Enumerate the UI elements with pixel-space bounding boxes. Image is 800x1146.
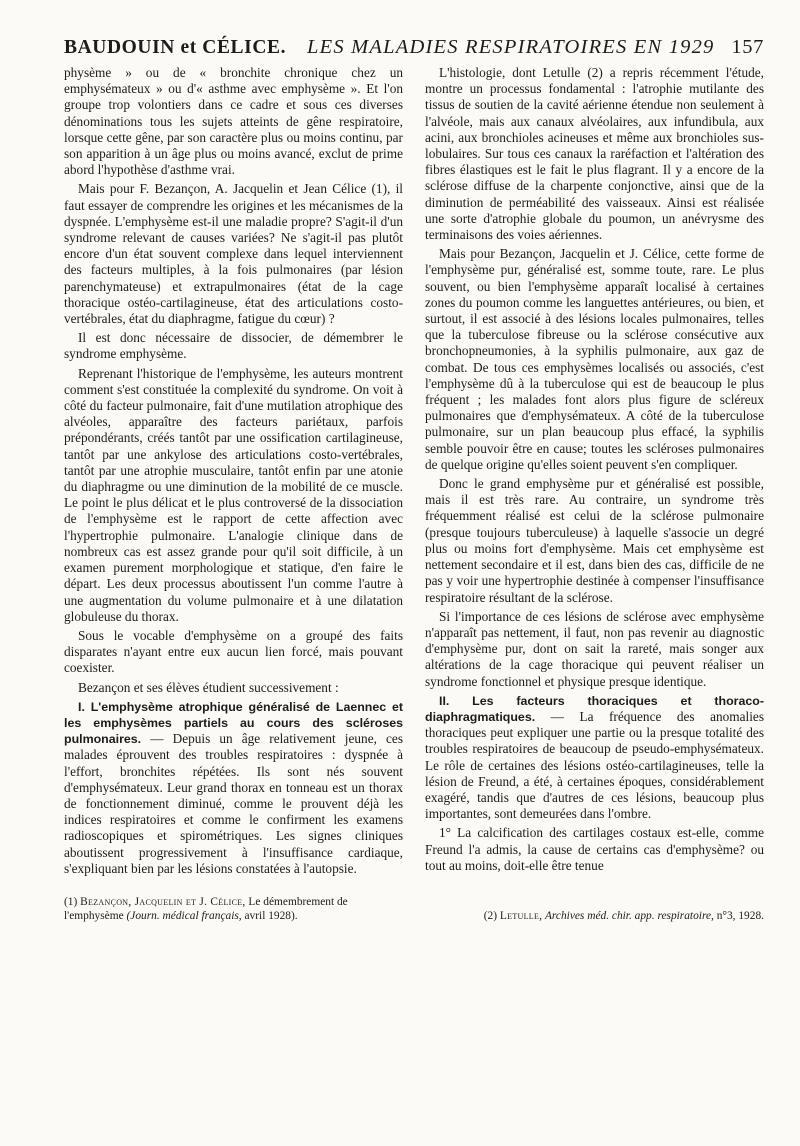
footnote-journal: Archives méd. chir. app. respiratoire, — [542, 909, 714, 922]
section-paragraph — [425, 693, 764, 823]
header-title: LES MALADIES RESPIRATOIRES EN 1929 — [307, 36, 715, 58]
footnote-author: Letulle, — [499, 909, 543, 922]
footnote-reference: n°3, 1928. — [713, 909, 764, 922]
section-text: — Depuis un âge relativement jeune, ces malades éprouvent des troubles respiratoires : dyspnée à l'effort, bronchites répétées. Ils sont nés souvent d'emphysémateux. Leur grand thorax en tonneau est un thorax de fonctionnement diminué, comme le prouvent déjà les indices respiratoires et comme le confirment les examens radioscopiques et spirométriques. Les signes cliniques aboutissent progressivement à l'insuffisance cardiaque, s'expliquant bien par les lésions constatées à l'autopsie. — [64, 731, 403, 876]
footnote-2 — [425, 895, 764, 923]
footnote-title: Le démembrement de l'emphysème — [64, 895, 348, 922]
paragraph: L'histologie, dont Letulle (2) a repris récemment l'étude, montre un processus fondamental : l'atrophie mutilante des tissus de soutien de la cavité aérienne étendue non seulement à l'alvéole, mais aux canaux alvéolaires, aux infundibula, aux acini, aux bronchioles acineuses et même aux bronchioles sus-lobulaires. Sur tous ces canaux la raréfaction et l'altération des fibres élastiques est le fait le plus flagrant. Il y a encore de la sclérose diffuse de la charpente conjonctive, ainsi que de la diminution de perméabilité des vaisseaux. Ainsi est réalisée une sorte d'atrophie globale du poumon, un anévrysme des terminaisons des voies aériennes. — [425, 65, 764, 243]
body-columns — [64, 65, 764, 877]
right-column — [425, 65, 764, 877]
footnote-marker: (2) — [483, 909, 500, 922]
paragraph: Sous le vocable d'emphysème on a groupé des faits disparates n'ayant entre eux aucun lien forcé, mais pouvant coexister. — [64, 627, 403, 676]
paragraph: Mais pour Bezançon, Jacquelin et J. Célice, cette forme de l'emphysème pur, généralisé est, somme toute, rare. Le plus souvent, ou bien l'emphysème apparaît localisé à certaines zones du poumon comme les languettes antérieures, ou bien, et surtout, il est associé à des lésions locales pulmonaires, telles que la tuberculose fibreuse ou la sclérose consécutive aux bronchopneumonies, à la syphilis pulmonaire, aux gaz de combat. De tous ces emphysèmes localisés ou associés, c'est l'emphysème dû à la tuberculose qui est de beaucoup le plus fréquent ; les malades font alors plus figure de scléreux pulmonaires que d'emphysémateux. A côté de la tuberculose pulmonaire, sur un plan beaucoup plus effacé, la syphilis semble pouvoir être en cause; toutes les scléroses pulmonaires de quelque origine qu'elles soient peuvent s'en compliquer. — [425, 246, 764, 472]
page-number: 157 — [731, 36, 764, 58]
footnote-marker: (1) — [64, 895, 81, 908]
header-authors: BAUDOUIN et CÉLICE. — [64, 37, 287, 58]
footnote-authors: Bezançon, Jacquelin et J. Célice, — [80, 895, 246, 908]
footnote-journal: (Journ. médical français, — [126, 909, 242, 922]
paragraph: Il est donc nécessaire de dissocier, de démembrer le syndrome emphysème. — [64, 330, 403, 362]
running-header — [64, 36, 764, 59]
paragraph: Mais pour F. Bezançon, A. Jacquelin et Jean Célice (1), il faut essayer de comprendre les origines et les mécanismes de la dyspnée. L'emphysème est-il une maladie propre? S'agit-il d'un syndrome relevant de causes variées? Ne s'agit-il pas plutôt encore d'un état souvent complexe dans lequel interviennent des facteurs multiples, à la fois pulmonaires (par lésion parenchymateuse) et extrapulmonaires (état de la cage thoracique ostéo-cartilagineuse, état des articulations costo-vertébrales, état du diaphragme, fatigue du cœur) ? — [64, 181, 403, 327]
paragraph: Bezançon et ses élèves étudient successivement : — [78, 679, 339, 695]
paragraph: Reprenant l'historique de l'emphysème, les auteurs montrent comment s'est constituée la complexité du syndrome. On voit à côté du facteur pulmonaire, fait d'une mutilation atrophique des alvéoles, apparaître des facteurs pariétaux, parfois prépondérants, créés tantôt par une ossification cartilagineuse, tantôt par une ankylose des articulations costo-vertébrales, tantôt par une atrophie musculaire, tantôt enfin par une atonie du diaphragme ou une diminution de la mobilité de ce muscle. Le point le plus délicat et le plus controversé de la dissociation de l'emphysème est le rapport de cette affection avec l'hypertrophie pulmonaire. L'analogie clinique dans de nombreux cas est assez grande pour qu'il soit difficile, à un examen purement morphologique et statique, d'en faire le départ. Les deux processus aboutissent l'un comme l'autre à une augmentation du volume pulmonaire et à une dilatation globuleuse du thorax. — [64, 365, 403, 624]
footnotes — [64, 895, 764, 923]
paragraph: Si l'importance de ces lésions de sclérose avec emphysème n'apparaît pas nettement, il faut, non pas revenir au diagnostic d'emphysème pur, dont on sait la rareté, mais songer aux altérations de la cage thoracique qui peuvent réaliser un syndrome fonctionnel et physique presque identique. — [425, 608, 764, 689]
paragraph: 1° La calcification des cartilages costaux est-elle, comme Freund l'a admis, la cause de certains cas d'emphysème? ou tout au moins, doit-elle être tenue — [425, 825, 764, 873]
footnote-1 — [64, 895, 403, 923]
footnote-date: avril 1928). — [241, 909, 298, 922]
section-heading: II. Les facteurs thoraciques et thoraco-diaphragmatiques. — [425, 693, 764, 724]
section-heading: I. L'emphysème atrophique généralisé de Laennec et les emphysèmes partiels au cours des scléroses pulmonaires. — [64, 699, 403, 747]
section-text: — La fréquence des anomalies thoraciques peut expliquer une partie ou la presque totalité des troubles respiratoires de beaucoup de pseudo-emphysémateux. Le rôle de certaines des lésions ostéo-cartilagineuses, telle la lésion de Freund, a été, à certaines époques, considérablement exagéré, tandis que d'autres de ces lésions, beaucoup plus importantes, sont demeurées dans l'ombre. — [425, 708, 764, 822]
paragraph: physème » ou de « bronchite chronique chez un emphysémateux » ou d'« asthme avec emphysème ». Et l'on groupe trop volontiers dans ce cadre et sous ces diverses dénominations tous les sujets atteints de gêne respiratoire, lorsque cette gêne, par son caractère plus ou moins continu, par son apparition à un âge plus ou moins avancé, exclut de prime abord l'hypothèse d'asthme vrai. — [64, 65, 403, 178]
paragraph: Donc le grand emphysème pur et généralisé est possible, mais il est très rare. Au contraire, un syndrome très fréquemment réalisé est celui de la sclérose pulmonaire (presque toujours tuberculeuse) à laquelle s'associe un degré plus ou moins fort d'emphysème. Mais cet emphysème est nettement secondaire et il est, dans bien des cas, difficile de ne pas y voir une hypertrophie destinée à compenser l'insuffisance respiratoire résultant de la sclérose. — [425, 476, 764, 605]
left-column — [64, 65, 403, 877]
section-paragraph — [64, 699, 403, 877]
